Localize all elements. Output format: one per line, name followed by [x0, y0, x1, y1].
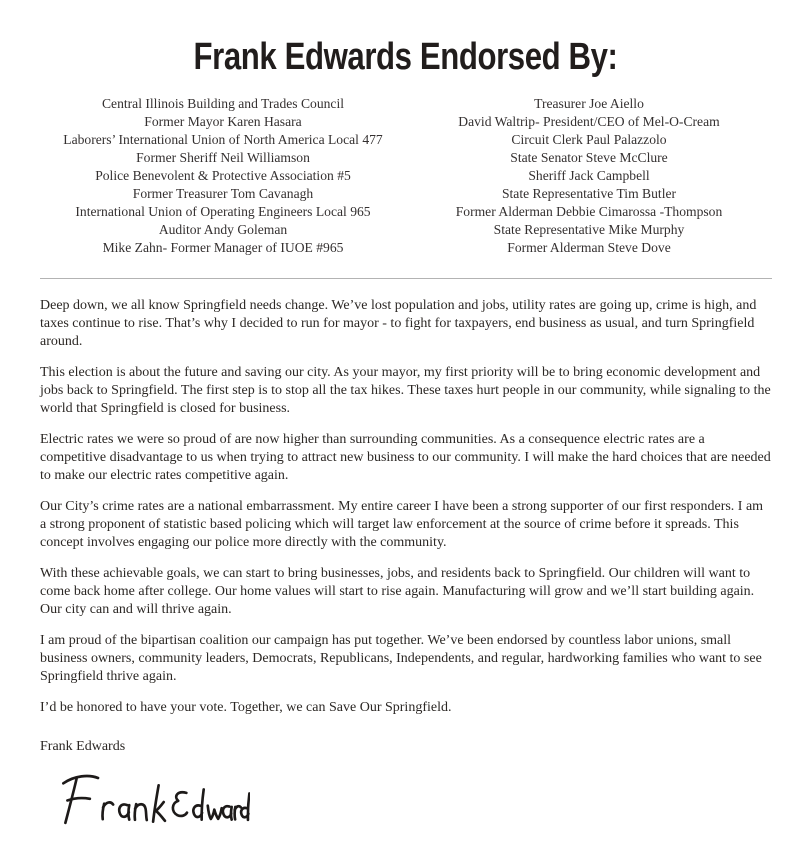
endorser-item: Former Sheriff Neil Williamson [136, 150, 310, 165]
letter-paragraph: I’d be honored to have your vote. Together, we can Save Our Springfield. [40, 700, 452, 715]
endorser-item: Former Alderman Steve Dove [507, 240, 671, 255]
endorser-item: Circuit Clerk Paul Palazzolo [511, 132, 667, 147]
endorser-item: David Waltrip- President/CEO of Mel-O-Cream [458, 114, 720, 129]
endorsement-column-right [406, 95, 772, 257]
letter-body [40, 297, 772, 717]
letter-paragraph: Deep down, we all know Springfield needs change. We’ve lost population and jobs, utility rates are going up, crime is high, and taxes continue to rise. That’s why I decided to run for mayor - to fight for taxpayers, end business as usual, and turn Springfield around. [40, 298, 757, 349]
signature-block [46, 769, 772, 827]
handwritten-signature-image [46, 769, 250, 827]
endorser-item: Sheriff Jack Campbell [528, 168, 650, 183]
endorser-item: State Representative Mike Murphy [493, 222, 685, 237]
letter-paragraph: I am proud of the bipartisan coalition our campaign has put together. We’ve been endorsed by countless labor unions, small business owners, community leaders, Democrats, Republicans, Independents, and regular, hardworking families who want to see Springfield thrive again. [40, 633, 762, 684]
endorsement-column-left [40, 95, 406, 257]
page-title-row [40, 36, 772, 79]
endorser-item: Former Mayor Karen Hasara [144, 114, 302, 129]
signoff-name: Frank Edwards [40, 739, 126, 754]
endorser-item: State Senator Steve McClure [510, 150, 668, 165]
section-divider [40, 278, 772, 279]
letter-paragraph: Our City’s crime rates are a national embarrassment. My entire career I have been a strong supporter of our first responders. I am a strong proponent of statistic based policing which will target law enforcement at the source of crime before it spreads. This concept involves engaging our police more directly with the community. [40, 499, 764, 550]
endorser-item: Former Treasurer Tom Cavanagh [132, 186, 314, 201]
endorser-item: Former Alderman Debbie Cimarossa -Thompson [455, 204, 723, 219]
letter-paragraph: Electric rates we were so proud of are now higher than surrounding communities. As a consequence electric rates are a competitive disadvantage to us when trying to attract new business to our community. I will make the hard choices that are needed to make our electric rates competitive again. [40, 432, 771, 483]
endorser-item: Police Benevolent & Protective Association #5 [95, 168, 351, 183]
endorser-item: Treasurer Joe Aiello [534, 96, 644, 111]
endorser-item: State Representative Tim Butler [501, 186, 677, 201]
endorser-item: Central Illinois Building and Trades Council [101, 96, 345, 111]
endorser-item: International Union of Operating Engineers Local 965 [75, 204, 371, 219]
endorsement-list [40, 95, 772, 257]
endorser-item: Auditor Andy Goleman [158, 222, 288, 237]
page-title: Frank Edwards Endorsed By: [194, 36, 618, 78]
letter-paragraph: With these achievable goals, we can start to bring businesses, jobs, and residents back to Springfield. Our children will want to come back home after college. Our home values will start to rise again. Manufacturing will grow and we’ll start building again. Our city can and will thrive again. [40, 566, 755, 617]
endorser-item: Laborers’ International Union of North America Local 477 [63, 132, 383, 147]
letter-paragraph: This election is about the future and saving our city. As your mayor, my first priority will be to bring economic development and jobs back to Springfield. The first step is to stop all the tax hikes. These taxes hurt people in our community, while signaling to the world that Springfield is closed for business. [40, 365, 771, 416]
endorser-item: Mike Zahn- Former Manager of IUOE #965 [102, 240, 344, 255]
